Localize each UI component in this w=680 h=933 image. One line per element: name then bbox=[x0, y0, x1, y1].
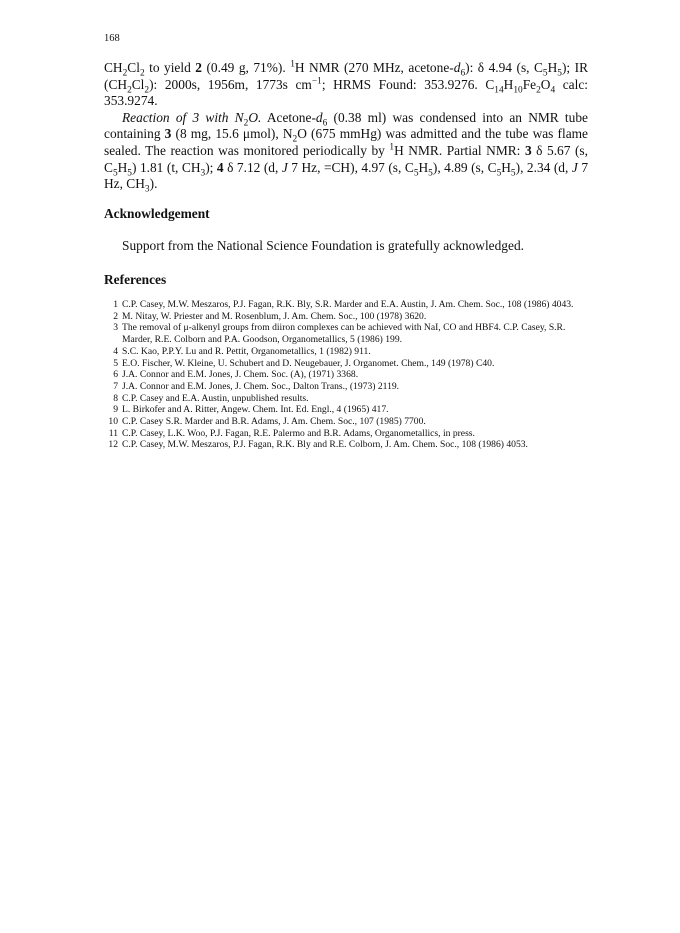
reference-text: The removal of μ-alkenyl groups from diiron complexes can be achieved with NaI, CO and HBF4. C.P. Casey, S.R. Marder, R.E. Colborn and P.A. Goodson, Organometallics, 5 (1986) 199. bbox=[122, 322, 566, 346]
reference-number: 3 bbox=[113, 322, 118, 334]
text-segment: 14 bbox=[494, 85, 504, 96]
text-segment: 5 bbox=[496, 168, 502, 179]
reference-text: L. Birkofer and A. Ritter, Angew. Chem. Int. Ed. Engl., 4 (1965) 417. bbox=[122, 404, 389, 416]
text-segment: H bbox=[547, 60, 558, 75]
text-segment: δ 5.67 (s, C bbox=[104, 142, 588, 175]
text-segment: ), 2.34 (d, bbox=[515, 159, 572, 175]
text-segment: 2 bbox=[127, 85, 132, 96]
reference-item bbox=[104, 404, 590, 416]
reference-item bbox=[104, 358, 590, 370]
reference-number: 5 bbox=[113, 357, 118, 369]
text-segment: 5 bbox=[428, 168, 433, 179]
acknowledgement-heading: Acknowledgement bbox=[104, 206, 210, 221]
text-segment: H bbox=[117, 159, 128, 175]
reference-item bbox=[104, 393, 590, 405]
reference-text: C.P. Casey, M.W. Meszaros, P.J. Fagan, R.K. Bly and R.E. Colborn, J. Am. Chem. Soc., 108 (1986) 4053. bbox=[122, 439, 528, 451]
experimental-text bbox=[104, 60, 588, 193]
reference-number: 7 bbox=[113, 380, 118, 392]
text-segment: d bbox=[453, 60, 461, 75]
text-segment: 2 bbox=[243, 118, 249, 129]
text-segment: O bbox=[540, 76, 551, 92]
text-segment: 5 bbox=[112, 168, 118, 179]
reference-text: S.C. Kao, P.P.Y. Lu and R. Pettit, Organometallics, 1 (1982) 911. bbox=[122, 345, 371, 357]
text-segment: ). bbox=[149, 176, 158, 192]
text-segment: O (675 mmHg) was admitted and the tube was flame sealed. The reaction was monitored periodically by bbox=[104, 126, 588, 158]
acknowledgement-text: Support from the National Science Foundation is gratefully acknowledged. bbox=[122, 238, 524, 253]
reference-number: 1 bbox=[113, 299, 118, 310]
reference-item bbox=[104, 322, 590, 345]
text-segment: J bbox=[571, 159, 578, 175]
text-segment: ); IR (CH bbox=[104, 60, 589, 92]
text-segment: 3 bbox=[164, 126, 172, 142]
text-segment: calc: 353.9274. bbox=[104, 76, 589, 109]
page-number: 168 bbox=[104, 33, 120, 44]
text-segment: 5 bbox=[127, 168, 132, 179]
reference-item bbox=[104, 299, 590, 311]
reference-number: 10 bbox=[108, 416, 118, 428]
reference-item bbox=[104, 311, 590, 323]
text-segment: 1 bbox=[290, 59, 295, 70]
text-segment: CH bbox=[104, 60, 123, 75]
text-segment: 5 bbox=[510, 168, 516, 179]
text-segment: 2 bbox=[195, 60, 202, 75]
reference-text: C.P. Casey, M.W. Meszaros, P.J. Fagan, R.K. Bly, S.R. Marder and E.A. Austin, J. Am. Chem. Soc., 108 (1986) 4043. bbox=[122, 299, 574, 310]
text-segment: ; HRMS Found: 353.9276. C bbox=[321, 76, 495, 92]
reference-number: 8 bbox=[113, 392, 118, 404]
text-segment: J bbox=[281, 159, 288, 175]
text-segment: Cl bbox=[127, 60, 140, 75]
reference-text: J.A. Connor and E.M. Jones, J. Chem. Soc. (A), (1971) 3368. bbox=[122, 369, 359, 381]
reference-item bbox=[104, 369, 590, 381]
text-segment: (0.38 ml) was condensed into an NMR tube containing bbox=[104, 109, 588, 142]
reference-number: 6 bbox=[113, 369, 118, 381]
reference-item bbox=[104, 428, 590, 440]
text-segment: 2 bbox=[144, 85, 150, 96]
text-segment: 6 bbox=[322, 118, 328, 129]
text-segment: 5 bbox=[413, 168, 419, 179]
text-segment: 7 Hz, CH bbox=[104, 159, 589, 192]
text-segment: H bbox=[503, 76, 514, 92]
text-segment: H NMR (270 MHz, acetone- bbox=[294, 60, 454, 75]
text-segment: ), 4.89 (s, C bbox=[432, 159, 497, 175]
text-segment: 2 bbox=[139, 68, 145, 79]
reference-item bbox=[104, 439, 590, 451]
text-segment: 6 bbox=[460, 68, 466, 79]
reference-number: 4 bbox=[113, 345, 118, 357]
reference-text: C.P. Casey, L.K. Woo, P.J. Fagan, R.E. Palermo and B.R. Adams, Organometallics, in press. bbox=[122, 427, 475, 439]
text-segment: Reaction of 3 with N bbox=[122, 109, 244, 125]
text-segment: 2 bbox=[536, 85, 541, 96]
reference-item bbox=[104, 416, 590, 428]
text-segment: 4 bbox=[216, 159, 224, 175]
text-segment: H bbox=[501, 159, 511, 175]
reference-item bbox=[104, 381, 590, 393]
text-segment: H NMR. Partial NMR: bbox=[394, 142, 525, 158]
text-segment: to yield bbox=[144, 60, 196, 75]
text-segment: 1 bbox=[389, 142, 395, 153]
text-segment: 5 bbox=[542, 68, 548, 79]
text-segment: 5 bbox=[557, 68, 562, 79]
reference-text: C.P. Casey S.R. Marder and B.R. Adams, J. Am. Chem. Soc., 107 (1985) 7700. bbox=[122, 416, 426, 428]
text-segment: O. bbox=[248, 109, 262, 125]
text-segment: 2 bbox=[122, 68, 128, 79]
text-segment: ): 2000s, 1956m, 1773s cm bbox=[149, 76, 312, 92]
reference-number: 9 bbox=[113, 404, 118, 416]
text-segment: 7 Hz, =CH), 4.97 (s, C bbox=[287, 159, 414, 175]
text-segment: Fe bbox=[522, 76, 537, 92]
reference-text: M. Nitay, W. Priester and M. Rosenblum, J. Am. Chem. Soc., 100 (1978) 3620. bbox=[122, 310, 427, 322]
text-segment: 10 bbox=[513, 85, 523, 96]
reference-number: 12 bbox=[108, 439, 118, 451]
text-segment: 3 bbox=[144, 184, 150, 195]
text-segment: d bbox=[315, 109, 323, 125]
experimental-paragraph-2 bbox=[104, 110, 588, 193]
text-segment: Acetone- bbox=[261, 109, 316, 125]
text-segment: H bbox=[418, 159, 429, 175]
text-segment: 3 bbox=[200, 168, 206, 179]
text-segment: ) 1.81 (t, CH bbox=[131, 159, 201, 175]
text-segment: (8 mg, 15.6 μmol), N bbox=[171, 126, 293, 142]
reference-text: C.P. Casey and E.A. Austin, unpublished results. bbox=[122, 392, 309, 404]
reference-text: E.O. Fischer, W. Kleine, U. Schubert and D. Neugebauer, J. Organomet. Chem., 149 (1978) C40. bbox=[122, 357, 495, 369]
reference-list bbox=[104, 299, 590, 451]
text-segment: 4 bbox=[550, 85, 556, 96]
text-segment: 2 bbox=[292, 135, 298, 146]
text-segment: Cl bbox=[131, 76, 145, 92]
text-segment: δ 7.12 (d, bbox=[223, 159, 282, 175]
text-segment: 3 bbox=[524, 142, 532, 158]
experimental-paragraph-1 bbox=[104, 60, 588, 110]
references-heading: References bbox=[104, 272, 167, 287]
text-segment: ); bbox=[205, 159, 217, 175]
reference-text: J.A. Connor and E.M. Jones, J. Chem. Soc., Dalton Trans., (1973) 2119. bbox=[122, 380, 400, 392]
reference-item bbox=[104, 346, 590, 358]
text-segment: −1 bbox=[311, 76, 322, 87]
reference-number: 11 bbox=[108, 427, 118, 439]
text-segment: ): δ 4.94 (s, C bbox=[465, 60, 543, 75]
reference-number: 2 bbox=[113, 310, 118, 322]
text-segment: (0.49 g, 71%). bbox=[201, 60, 291, 75]
